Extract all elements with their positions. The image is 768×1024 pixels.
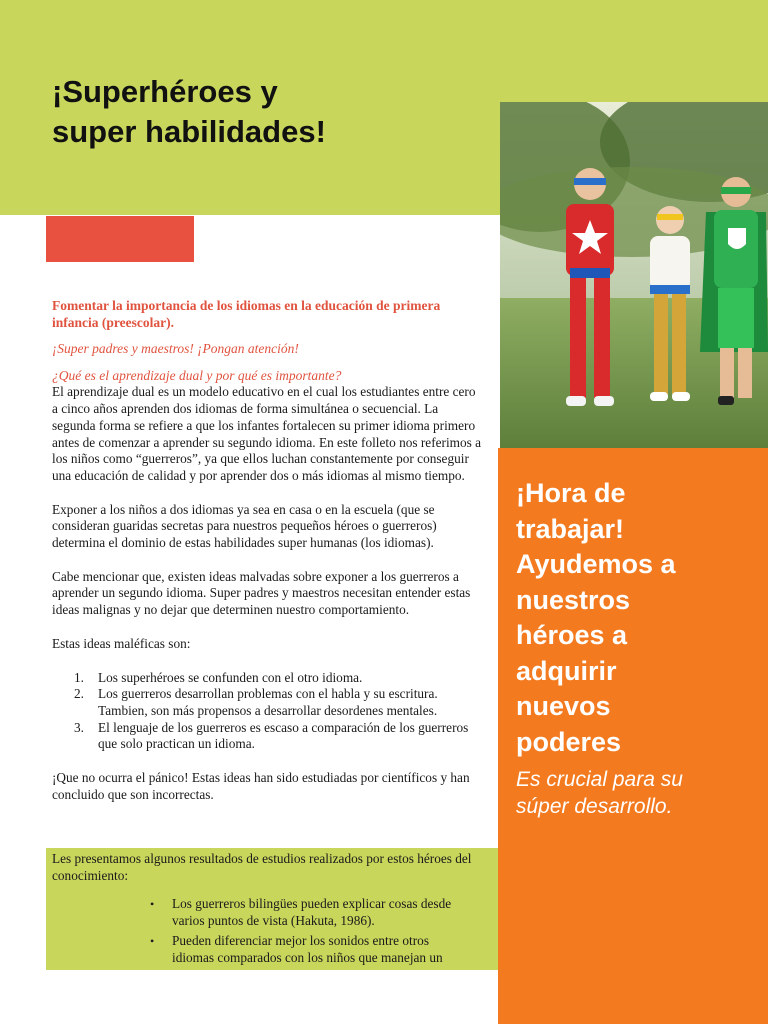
cta-line: nuestros	[516, 584, 631, 615]
bullet-icon: •	[150, 897, 155, 911]
list-intro: Estas ideas maléficas son:	[52, 635, 191, 651]
cta-line: Ayudemos a	[516, 549, 676, 579]
call-to-action-heading	[516, 476, 676, 760]
paragraph-exposure: Exponer a los niños a dos idiomas ya sea en casa o en la escuela (que se consideran guaridas secretas para nuestros pequeños héroes o guerreros) determina el dominio de estas habilidades super humanas (los idiomas).	[52, 501, 437, 551]
tagline	[516, 766, 683, 820]
callout-heading: ¡Super padres y maestros! ¡Pongan atención!	[52, 341, 299, 356]
cta-line: nuevos	[516, 691, 611, 721]
cta-line: adquirir	[516, 655, 617, 686]
results-list	[46, 896, 498, 966]
bullet-icon: •	[150, 934, 155, 948]
title-line-2: super habilidades!	[52, 114, 326, 149]
closing-paragraph: ¡Que no ocurra el pánico! Estas ideas han sido estudiadas por científicos y han concluido que son incorrectas.	[52, 770, 470, 802]
page-title	[52, 72, 326, 152]
title-line-1: ¡Superhéroes y	[52, 74, 278, 109]
cta-line: trabajar!	[516, 513, 625, 544]
myth-list	[52, 670, 482, 754]
article-subtitle: Fomentar la importancia de los idiomas en la educación de primera infancia (preescolar).	[52, 298, 441, 330]
cta-line: héroes a	[516, 620, 628, 650]
paragraph-definition: El aprendizaje dual es un modelo educativo en el cual los estudiantes entre cero a cinco años aprenden dos idiomas de forma simultánea o secuencial. La segunda forma se refiere a que los infantes fortalecen su primer idioma primero antes de comenzar a aprender su segundo idioma. En este folleto nos referimos a los niños como “guerreros”, ya que ellos luchan constantemente por conseguir una educación de calidad y por aprender dos o más idiomas al mismo tiempo.	[52, 384, 482, 483]
superhero-kids-photo	[500, 102, 768, 448]
call-to-action-panel	[498, 448, 768, 1024]
list-number: 2.	[74, 686, 84, 702]
paragraph-myths: Cabe mencionar que, existen ideas malvadas sobre exponer a los guerreros a aprender un segundo idioma. Super padres y maestros necesitan entender estas ideas malignas y no dejar que determinen nuestro comportamiento.	[52, 568, 471, 618]
list-item	[46, 896, 498, 929]
results-lead: Les presentamos algunos resultados de estudios realizados por estos héroes del conocimiento:	[52, 851, 472, 883]
results-box	[46, 848, 498, 970]
tagline-line: Es crucial para su	[516, 768, 683, 791]
list-item	[52, 720, 482, 753]
list-number: 1.	[74, 669, 84, 685]
list-item	[52, 686, 482, 719]
question-heading: ¿Qué es el aprendizaje dual y por qué es importante?	[52, 367, 342, 383]
accent-block	[46, 216, 194, 262]
list-item	[46, 933, 498, 966]
tagline-line: súper desarrollo.	[516, 795, 673, 818]
cta-line: poderes	[516, 726, 622, 757]
list-number: 3.	[74, 719, 84, 735]
cta-line: ¡Hora de	[516, 478, 626, 508]
list-text: El lenguaje de los guerreros es escaso a comparación de los guerreros que solo practican un idioma.	[98, 719, 469, 752]
result-text: Pueden diferenciar mejor los sonidos entre otros idiomas comparados con los niños que manejan un	[172, 933, 443, 965]
article-body	[52, 298, 482, 803]
list-text: Los guerreros desarrollan problemas con el habla y su escritura. Tambien, son más propensos a desarrollar desordenes mentales.	[98, 686, 438, 718]
list-item	[52, 670, 482, 687]
list-text: Los superhéroes se confunden con el otro idioma.	[98, 669, 363, 685]
result-text: Los guerreros bilingües pueden explicar cosas desde varios puntos de vista (Hakuta, 1986).	[172, 896, 452, 928]
